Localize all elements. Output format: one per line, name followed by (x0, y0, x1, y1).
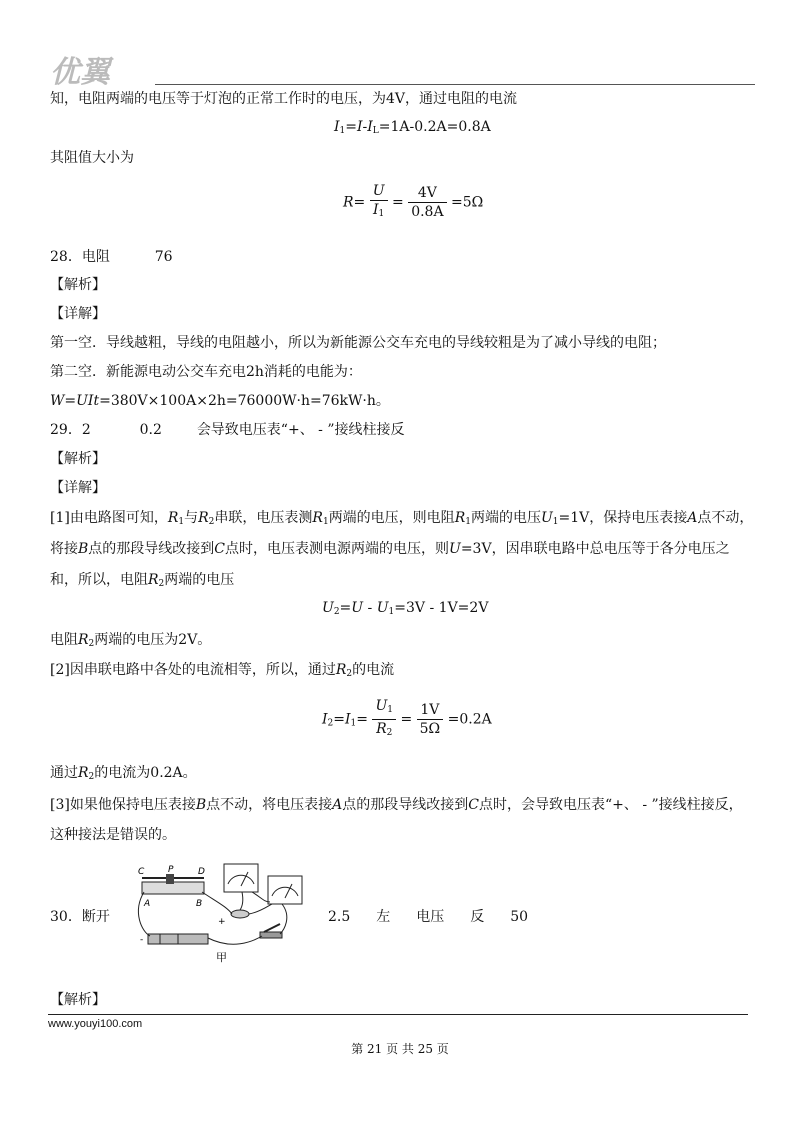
circuit-label: 甲 (216, 951, 227, 964)
text-line: 知，电阻两端的电压等于灯泡的正常工作时的电压，为4V，通过电阻的电流 (50, 91, 518, 107)
svg-text:P: P (168, 865, 174, 875)
svg-text:-: - (140, 935, 144, 945)
analysis-heading: 【解析】 (50, 277, 106, 293)
q30-answer: 左 (376, 909, 391, 925)
analysis-heading: 【解析】 (50, 992, 106, 1008)
text-line: [2]因串联电路中各处的电流相等，所以，通过$R_2$的电流 (50, 662, 395, 679)
fraction: $\frac{U}{I_1}$ (370, 182, 388, 223)
text-line: 第一空．导线越粗，导线的电阻越小，所以为新能源公交车充电的导线较粗是为了减小导线的电阻； (50, 335, 666, 351)
fraction: $\frac{U_1}{R_2}$ (372, 697, 396, 742)
fraction-numerator: U (372, 183, 385, 199)
q30-answer: 反 (470, 909, 485, 925)
logo-text: 优翼 (50, 55, 110, 90)
q29-answer-3: 会导致电压表“+、 - ”接线柱接反 (196, 422, 405, 438)
analysis-heading: 【解析】 (50, 451, 106, 467)
formula-current-2: $I_2=I_1=$ $\frac{U_1}{R_2}$ = $\frac{1V}{5\Omega}$ =0.2A (322, 697, 492, 742)
q30-answer: 50 (510, 909, 529, 925)
formula-current-value: =1A-0.2A=0.8A (378, 119, 491, 135)
page-number: 第 21 页 共 25 页 (351, 1042, 449, 1056)
svg-text:D: D (198, 867, 205, 877)
formula-voltage-value: =3V - 1V=2V (394, 600, 489, 616)
formula-result: =0.2A (447, 711, 492, 728)
svg-text:C: C (138, 867, 145, 877)
text-line: 其阻值大小为 (50, 150, 134, 166)
q29-answer-1: 29．2 (50, 422, 91, 438)
fraction-numerator: 1V (417, 701, 444, 720)
question-28 (50, 247, 173, 267)
details-heading: 【详解】 (50, 306, 106, 322)
text-line: [3]如果他保持电压表接B点不动，将电压表接A点的那段导线改接到C点时，会导致电压表“+、 - ”接线柱接反， (50, 797, 743, 813)
text-line: 这种接法是错误的。 (50, 827, 176, 843)
q29-answer-2: 0.2 (139, 422, 162, 438)
svg-text:B: B (196, 899, 203, 909)
fraction-denominator: 0.8A (411, 204, 444, 220)
fraction (408, 184, 446, 221)
q30-answers (328, 907, 554, 927)
brand-logo (48, 52, 158, 90)
circuit-diagram (132, 862, 314, 964)
fraction (417, 701, 444, 738)
formula-voltage: $U_2=U - U_1=3V - 1V=2V$ (322, 600, 489, 617)
footer-url: www.youyi100.com (48, 1018, 143, 1030)
question-30: 30．断开 (50, 909, 110, 925)
q30-answer: 2.5 (328, 909, 351, 925)
q28-answer-2: 76 (154, 249, 173, 265)
text-line: [1]由电路图可知，$R_1$与$R_2$串联，电压表测$R_1$两端的电压，则电阻$R_1$两端的电压$U_1=1V$，保持电压表接A点不动， (50, 510, 754, 527)
q28-answer-1: 28．电阻 (50, 249, 110, 265)
text-line: 和，所以，电阻$R_2$两端的电压 (50, 572, 235, 589)
header-rule (155, 84, 755, 85)
text-line: 通过$R_2$的电流为0.2A。 (50, 765, 197, 782)
q30-answer: 电压 (416, 909, 445, 925)
formula-resistance: R= $\frac{U}{I_1}$ = $\frac{4V}{0.8A}$ =5Ω (343, 182, 483, 223)
fraction-numerator: 4V (408, 184, 446, 203)
text-line: 电阻$R_2$两端的电压为2V。 (50, 632, 212, 649)
footer-rule (48, 1014, 748, 1015)
text-line: W=UIt=380V×100A×2h=76000W·h=76kW·h。 (50, 393, 390, 409)
svg-text:A: A (144, 899, 151, 909)
text-line: 将接B点的那段导线改接到C点时，电压表测电源两端的电压，则U=3V，因串联电路中总电压等于各分电压之 (50, 541, 730, 557)
svg-text:+: + (218, 917, 226, 927)
formula-r-label: R= (343, 194, 366, 211)
text-line: 第二空．新能源电动公交车充电2h消耗的电能为： (50, 364, 362, 380)
formula-result: =5Ω (451, 194, 484, 211)
formula-current: $I_1=I-I_L=1A-0.2A=0.8A$ (334, 119, 491, 136)
energy-formula: =380V×100A×2h=76000W·h=76kW·h。 (99, 393, 390, 409)
fraction-denominator: 5Ω (419, 721, 441, 737)
details-heading: 【详解】 (50, 480, 106, 496)
question-29 (50, 420, 405, 440)
